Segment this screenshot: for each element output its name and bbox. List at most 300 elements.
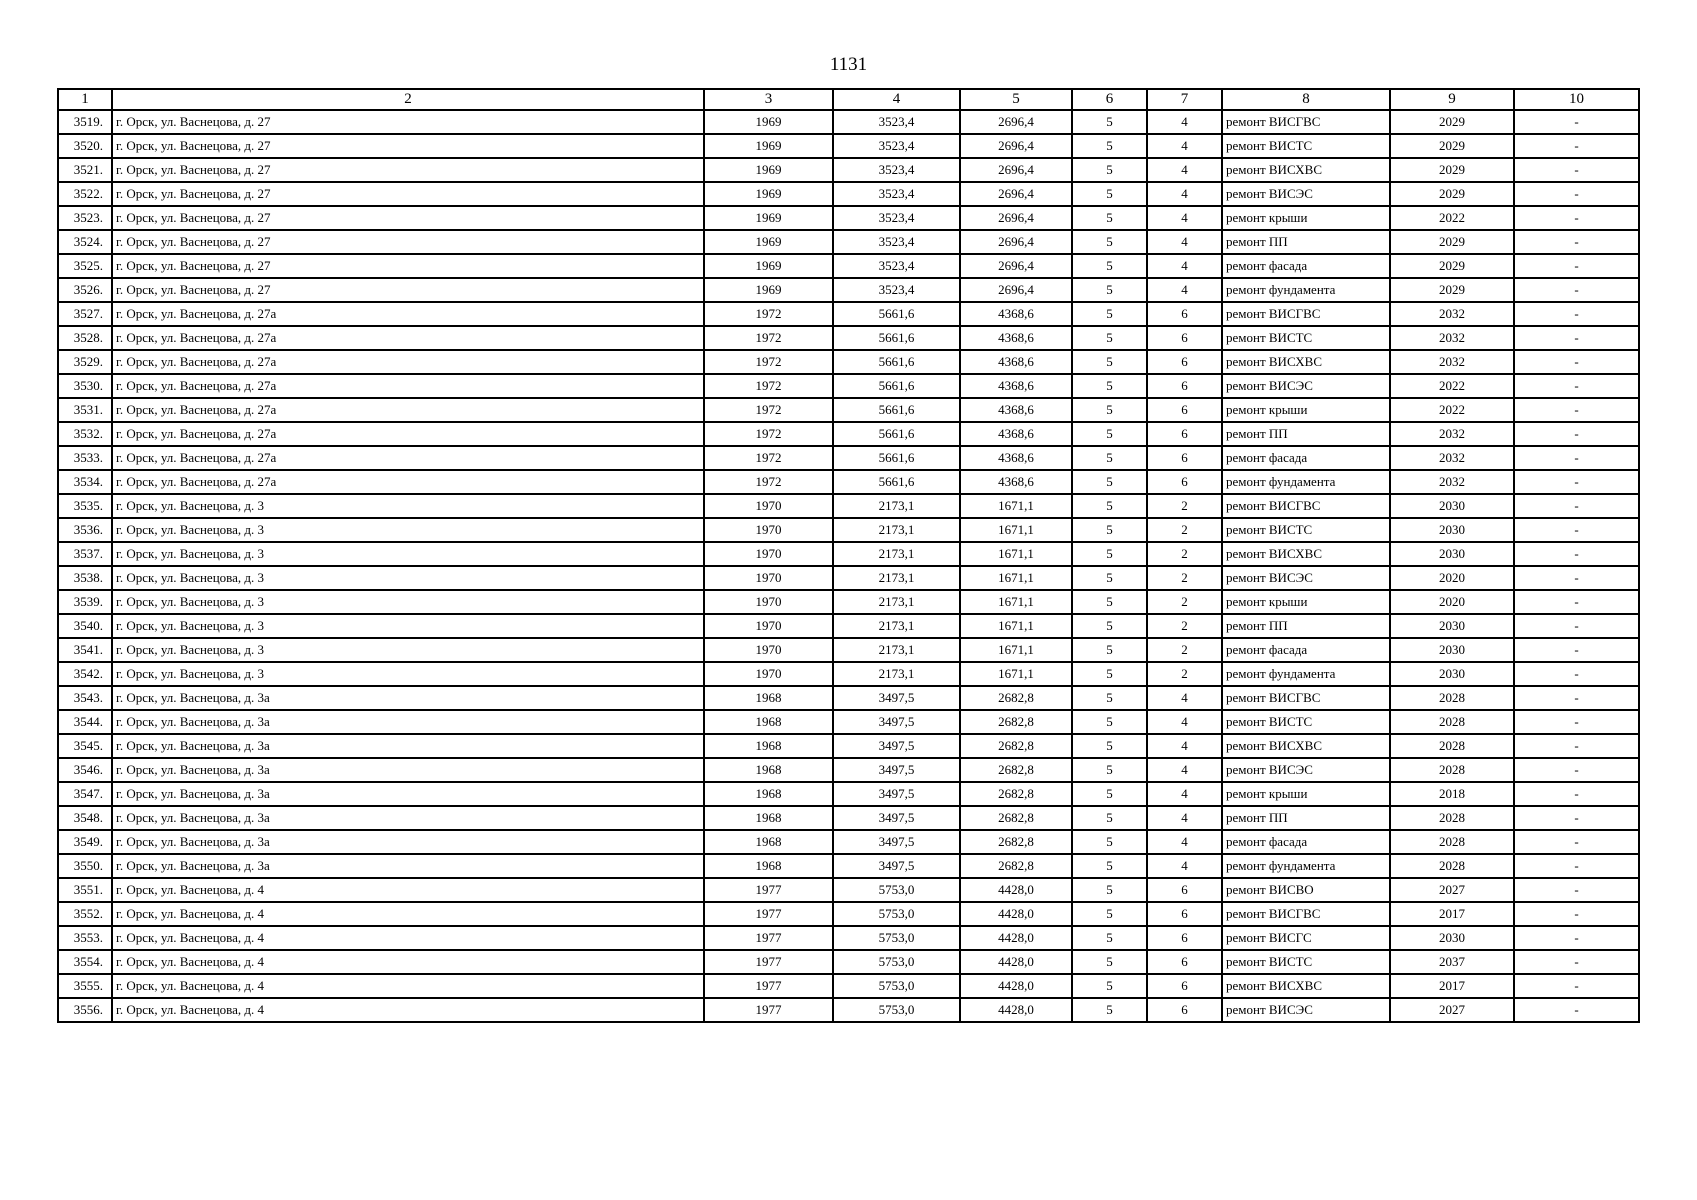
note-cell: - <box>1514 110 1639 134</box>
year-cell: 1977 <box>704 878 833 902</box>
living-area-cell: 2682,8 <box>960 830 1072 854</box>
entrances-cell: 2 <box>1147 662 1222 686</box>
floors-cell: 5 <box>1072 806 1147 830</box>
column-header-7: 7 <box>1147 89 1222 110</box>
total-area-cell: 3523,4 <box>833 254 960 278</box>
living-area-cell: 4368,6 <box>960 350 1072 374</box>
work-type-cell: ремонт фундамента <box>1222 662 1390 686</box>
total-area-cell: 3523,4 <box>833 182 960 206</box>
row-number: 3553. <box>58 926 112 950</box>
work-type-cell: ремонт ПП <box>1222 422 1390 446</box>
plan-year-cell: 2030 <box>1390 926 1514 950</box>
plan-year-cell: 2020 <box>1390 566 1514 590</box>
floors-cell: 5 <box>1072 398 1147 422</box>
year-cell: 1972 <box>704 446 833 470</box>
address-cell: г. Орск, ул. Васнецова, д. 3 <box>112 518 704 542</box>
living-area-cell: 4428,0 <box>960 974 1072 998</box>
table-header <box>58 89 1639 110</box>
work-type-cell: ремонт ВИСГВС <box>1222 902 1390 926</box>
note-cell: - <box>1514 542 1639 566</box>
row-number: 3519. <box>58 110 112 134</box>
work-type-cell: ремонт ВИСТС <box>1222 326 1390 350</box>
work-type-cell: ремонт фасада <box>1222 830 1390 854</box>
table-body <box>58 110 1639 1022</box>
note-cell: - <box>1514 158 1639 182</box>
work-type-cell: ремонт ВИСЭС <box>1222 758 1390 782</box>
floors-cell: 5 <box>1072 926 1147 950</box>
row-number: 3536. <box>58 518 112 542</box>
plan-year-cell: 2028 <box>1390 710 1514 734</box>
year-cell: 1968 <box>704 686 833 710</box>
address-cell: г. Орск, ул. Васнецова, д. 27а <box>112 470 704 494</box>
work-type-cell: ремонт ВИСГВС <box>1222 494 1390 518</box>
entrances-cell: 2 <box>1147 590 1222 614</box>
work-type-cell: ремонт крыши <box>1222 782 1390 806</box>
work-type-cell: ремонт ВИСХВС <box>1222 974 1390 998</box>
year-cell: 1970 <box>704 662 833 686</box>
row-number: 3537. <box>58 542 112 566</box>
total-area-cell: 2173,1 <box>833 662 960 686</box>
total-area-cell: 5661,6 <box>833 398 960 422</box>
year-cell: 1977 <box>704 926 833 950</box>
year-cell: 1972 <box>704 398 833 422</box>
floors-cell: 5 <box>1072 854 1147 878</box>
year-cell: 1977 <box>704 950 833 974</box>
entrances-cell: 4 <box>1147 758 1222 782</box>
plan-year-cell: 2030 <box>1390 518 1514 542</box>
note-cell: - <box>1514 854 1639 878</box>
note-cell: - <box>1514 374 1639 398</box>
year-cell: 1972 <box>704 302 833 326</box>
plan-year-cell: 2032 <box>1390 446 1514 470</box>
note-cell: - <box>1514 518 1639 542</box>
entrances-cell: 6 <box>1147 302 1222 326</box>
plan-year-cell: 2028 <box>1390 806 1514 830</box>
table-row <box>58 158 1639 182</box>
address-cell: г. Орск, ул. Васнецова, д. 3а <box>112 758 704 782</box>
floors-cell: 5 <box>1072 134 1147 158</box>
living-area-cell: 1671,1 <box>960 614 1072 638</box>
row-number: 3541. <box>58 638 112 662</box>
year-cell: 1968 <box>704 734 833 758</box>
floors-cell: 5 <box>1072 974 1147 998</box>
floors-cell: 5 <box>1072 734 1147 758</box>
plan-year-cell: 2028 <box>1390 686 1514 710</box>
floors-cell: 5 <box>1072 590 1147 614</box>
row-number: 3525. <box>58 254 112 278</box>
total-area-cell: 3523,4 <box>833 110 960 134</box>
table-row <box>58 542 1639 566</box>
note-cell: - <box>1514 878 1639 902</box>
work-type-cell: ремонт крыши <box>1222 206 1390 230</box>
row-number: 3551. <box>58 878 112 902</box>
living-area-cell: 2682,8 <box>960 734 1072 758</box>
floors-cell: 5 <box>1072 206 1147 230</box>
total-area-cell: 3497,5 <box>833 806 960 830</box>
address-cell: г. Орск, ул. Васнецова, д. 3 <box>112 590 704 614</box>
year-cell: 1969 <box>704 230 833 254</box>
row-number: 3526. <box>58 278 112 302</box>
table-row <box>58 566 1639 590</box>
address-cell: г. Орск, ул. Васнецова, д. 3а <box>112 806 704 830</box>
note-cell: - <box>1514 254 1639 278</box>
work-type-cell: ремонт крыши <box>1222 398 1390 422</box>
row-number: 3521. <box>58 158 112 182</box>
table-row <box>58 302 1639 326</box>
table-row <box>58 638 1639 662</box>
year-cell: 1969 <box>704 254 833 278</box>
floors-cell: 5 <box>1072 518 1147 542</box>
year-cell: 1968 <box>704 806 833 830</box>
plan-year-cell: 2032 <box>1390 350 1514 374</box>
column-header-6: 6 <box>1072 89 1147 110</box>
row-number: 3524. <box>58 230 112 254</box>
entrances-cell: 6 <box>1147 974 1222 998</box>
total-area-cell: 5753,0 <box>833 974 960 998</box>
table-row <box>58 206 1639 230</box>
plan-year-cell: 2030 <box>1390 542 1514 566</box>
address-cell: г. Орск, ул. Васнецова, д. 3а <box>112 854 704 878</box>
table-row <box>58 878 1639 902</box>
entrances-cell: 6 <box>1147 422 1222 446</box>
year-cell: 1969 <box>704 182 833 206</box>
work-type-cell: ремонт фундамента <box>1222 470 1390 494</box>
floors-cell: 5 <box>1072 542 1147 566</box>
living-area-cell: 1671,1 <box>960 494 1072 518</box>
row-number: 3533. <box>58 446 112 470</box>
address-cell: г. Орск, ул. Васнецова, д. 3 <box>112 662 704 686</box>
year-cell: 1968 <box>704 710 833 734</box>
note-cell: - <box>1514 182 1639 206</box>
plan-year-cell: 2022 <box>1390 398 1514 422</box>
year-cell: 1970 <box>704 590 833 614</box>
note-cell: - <box>1514 662 1639 686</box>
total-area-cell: 2173,1 <box>833 590 960 614</box>
year-cell: 1977 <box>704 974 833 998</box>
floors-cell: 5 <box>1072 902 1147 926</box>
living-area-cell: 4368,6 <box>960 302 1072 326</box>
plan-year-cell: 2027 <box>1390 878 1514 902</box>
floors-cell: 5 <box>1072 302 1147 326</box>
total-area-cell: 3497,5 <box>833 782 960 806</box>
address-cell: г. Орск, ул. Васнецова, д. 27а <box>112 446 704 470</box>
note-cell: - <box>1514 350 1639 374</box>
total-area-cell: 3523,4 <box>833 206 960 230</box>
living-area-cell: 2696,4 <box>960 278 1072 302</box>
total-area-cell: 5753,0 <box>833 950 960 974</box>
plan-year-cell: 2020 <box>1390 590 1514 614</box>
column-header-10: 10 <box>1514 89 1639 110</box>
living-area-cell: 4368,6 <box>960 470 1072 494</box>
table-row <box>58 974 1639 998</box>
living-area-cell: 4368,6 <box>960 398 1072 422</box>
living-area-cell: 2696,4 <box>960 230 1072 254</box>
table-row <box>58 350 1639 374</box>
work-type-cell: ремонт ВИСГВС <box>1222 686 1390 710</box>
address-cell: г. Орск, ул. Васнецова, д. 4 <box>112 878 704 902</box>
entrances-cell: 6 <box>1147 326 1222 350</box>
year-cell: 1972 <box>704 374 833 398</box>
note-cell: - <box>1514 566 1639 590</box>
living-area-cell: 2682,8 <box>960 758 1072 782</box>
table-row <box>58 422 1639 446</box>
entrances-cell: 6 <box>1147 374 1222 398</box>
note-cell: - <box>1514 782 1639 806</box>
total-area-cell: 5661,6 <box>833 302 960 326</box>
living-area-cell: 1671,1 <box>960 566 1072 590</box>
row-number: 3534. <box>58 470 112 494</box>
work-type-cell: ремонт ВИСТС <box>1222 134 1390 158</box>
address-cell: г. Орск, ул. Васнецова, д. 3 <box>112 614 704 638</box>
table-row <box>58 326 1639 350</box>
total-area-cell: 5753,0 <box>833 998 960 1022</box>
entrances-cell: 2 <box>1147 518 1222 542</box>
table-row <box>58 518 1639 542</box>
entrances-cell: 6 <box>1147 398 1222 422</box>
address-cell: г. Орск, ул. Васнецова, д. 4 <box>112 950 704 974</box>
table-row <box>58 710 1639 734</box>
entrances-cell: 6 <box>1147 926 1222 950</box>
table-row <box>58 662 1639 686</box>
row-number: 3544. <box>58 710 112 734</box>
living-area-cell: 4368,6 <box>960 374 1072 398</box>
row-number: 3556. <box>58 998 112 1022</box>
note-cell: - <box>1514 998 1639 1022</box>
table-row <box>58 134 1639 158</box>
floors-cell: 5 <box>1072 758 1147 782</box>
year-cell: 1972 <box>704 422 833 446</box>
year-cell: 1968 <box>704 830 833 854</box>
note-cell: - <box>1514 590 1639 614</box>
address-cell: г. Орск, ул. Васнецова, д. 3 <box>112 542 704 566</box>
living-area-cell: 1671,1 <box>960 590 1072 614</box>
address-cell: г. Орск, ул. Васнецова, д. 3 <box>112 566 704 590</box>
address-cell: г. Орск, ул. Васнецова, д. 3а <box>112 710 704 734</box>
address-cell: г. Орск, ул. Васнецова, д. 3а <box>112 782 704 806</box>
total-area-cell: 3523,4 <box>833 134 960 158</box>
work-type-cell: ремонт фасада <box>1222 638 1390 662</box>
table-row <box>58 854 1639 878</box>
note-cell: - <box>1514 686 1639 710</box>
year-cell: 1969 <box>704 158 833 182</box>
address-cell: г. Орск, ул. Васнецова, д. 4 <box>112 974 704 998</box>
plan-year-cell: 2032 <box>1390 470 1514 494</box>
total-area-cell: 2173,1 <box>833 518 960 542</box>
total-area-cell: 2173,1 <box>833 638 960 662</box>
address-cell: г. Орск, ул. Васнецова, д. 4 <box>112 926 704 950</box>
entrances-cell: 4 <box>1147 782 1222 806</box>
work-type-cell: ремонт крыши <box>1222 590 1390 614</box>
floors-cell: 5 <box>1072 110 1147 134</box>
plan-year-cell: 2029 <box>1390 134 1514 158</box>
total-area-cell: 5661,6 <box>833 422 960 446</box>
entrances-cell: 2 <box>1147 566 1222 590</box>
total-area-cell: 3497,5 <box>833 830 960 854</box>
note-cell: - <box>1514 734 1639 758</box>
year-cell: 1970 <box>704 638 833 662</box>
floors-cell: 5 <box>1072 686 1147 710</box>
work-type-cell: ремонт ПП <box>1222 230 1390 254</box>
entrances-cell: 4 <box>1147 830 1222 854</box>
entrances-cell: 4 <box>1147 230 1222 254</box>
entrances-cell: 4 <box>1147 134 1222 158</box>
floors-cell: 5 <box>1072 374 1147 398</box>
note-cell: - <box>1514 830 1639 854</box>
year-cell: 1968 <box>704 782 833 806</box>
work-type-cell: ремонт ВИСХВС <box>1222 158 1390 182</box>
row-number: 3555. <box>58 974 112 998</box>
total-area-cell: 5753,0 <box>833 926 960 950</box>
floors-cell: 5 <box>1072 950 1147 974</box>
living-area-cell: 4428,0 <box>960 950 1072 974</box>
entrances-cell: 2 <box>1147 494 1222 518</box>
note-cell: - <box>1514 470 1639 494</box>
address-cell: г. Орск, ул. Васнецова, д. 27 <box>112 110 704 134</box>
entrances-cell: 6 <box>1147 446 1222 470</box>
note-cell: - <box>1514 710 1639 734</box>
table-row <box>58 758 1639 782</box>
living-area-cell: 2696,4 <box>960 158 1072 182</box>
total-area-cell: 2173,1 <box>833 494 960 518</box>
total-area-cell: 3523,4 <box>833 230 960 254</box>
floors-cell: 5 <box>1072 638 1147 662</box>
year-cell: 1969 <box>704 206 833 230</box>
total-area-cell: 5753,0 <box>833 878 960 902</box>
address-cell: г. Орск, ул. Васнецова, д. 27а <box>112 422 704 446</box>
table-row <box>58 782 1639 806</box>
living-area-cell: 2682,8 <box>960 854 1072 878</box>
row-number: 3523. <box>58 206 112 230</box>
entrances-cell: 6 <box>1147 878 1222 902</box>
row-number: 3520. <box>58 134 112 158</box>
note-cell: - <box>1514 758 1639 782</box>
address-cell: г. Орск, ул. Васнецова, д. 3а <box>112 830 704 854</box>
row-number: 3542. <box>58 662 112 686</box>
year-cell: 1972 <box>704 350 833 374</box>
table-row <box>58 998 1639 1022</box>
table-row <box>58 902 1639 926</box>
entrances-cell: 4 <box>1147 158 1222 182</box>
note-cell: - <box>1514 302 1639 326</box>
column-header-5: 5 <box>960 89 1072 110</box>
work-type-cell: ремонт фасада <box>1222 254 1390 278</box>
work-type-cell: ремонт ВИСТС <box>1222 710 1390 734</box>
living-area-cell: 4428,0 <box>960 998 1072 1022</box>
floors-cell: 5 <box>1072 422 1147 446</box>
year-cell: 1969 <box>704 134 833 158</box>
address-cell: г. Орск, ул. Васнецова, д. 27а <box>112 302 704 326</box>
column-header-4: 4 <box>833 89 960 110</box>
plan-year-cell: 2028 <box>1390 854 1514 878</box>
address-cell: г. Орск, ул. Васнецова, д. 4 <box>112 998 704 1022</box>
year-cell: 1977 <box>704 998 833 1022</box>
row-number: 3539. <box>58 590 112 614</box>
living-area-cell: 2682,8 <box>960 806 1072 830</box>
address-cell: г. Орск, ул. Васнецова, д. 27 <box>112 158 704 182</box>
floors-cell: 5 <box>1072 566 1147 590</box>
address-cell: г. Орск, ул. Васнецова, д. 3а <box>112 734 704 758</box>
floors-cell: 5 <box>1072 494 1147 518</box>
floors-cell: 5 <box>1072 278 1147 302</box>
address-cell: г. Орск, ул. Васнецова, д. 27а <box>112 374 704 398</box>
total-area-cell: 2173,1 <box>833 614 960 638</box>
entrances-cell: 4 <box>1147 182 1222 206</box>
entrances-cell: 4 <box>1147 710 1222 734</box>
row-number: 3530. <box>58 374 112 398</box>
table-row <box>58 926 1639 950</box>
table-row <box>58 110 1639 134</box>
entrances-cell: 4 <box>1147 734 1222 758</box>
total-area-cell: 3523,4 <box>833 278 960 302</box>
table-row <box>58 254 1639 278</box>
floors-cell: 5 <box>1072 878 1147 902</box>
year-cell: 1970 <box>704 494 833 518</box>
row-number: 3528. <box>58 326 112 350</box>
living-area-cell: 4428,0 <box>960 878 1072 902</box>
plan-year-cell: 2029 <box>1390 230 1514 254</box>
table-row <box>58 686 1639 710</box>
living-area-cell: 2696,4 <box>960 134 1072 158</box>
total-area-cell: 5661,6 <box>833 326 960 350</box>
work-type-cell: ремонт ПП <box>1222 806 1390 830</box>
year-cell: 1969 <box>704 278 833 302</box>
column-header-9: 9 <box>1390 89 1514 110</box>
living-area-cell: 1671,1 <box>960 638 1072 662</box>
column-header-3: 3 <box>704 89 833 110</box>
address-cell: г. Орск, ул. Васнецова, д. 3 <box>112 494 704 518</box>
plan-year-cell: 2017 <box>1390 902 1514 926</box>
note-cell: - <box>1514 902 1639 926</box>
year-cell: 1970 <box>704 518 833 542</box>
floors-cell: 5 <box>1072 254 1147 278</box>
entrances-cell: 2 <box>1147 614 1222 638</box>
work-type-cell: ремонт ПП <box>1222 614 1390 638</box>
work-type-cell: ремонт ВИСЭС <box>1222 998 1390 1022</box>
entrances-cell: 4 <box>1147 854 1222 878</box>
table-row <box>58 446 1639 470</box>
plan-year-cell: 2029 <box>1390 110 1514 134</box>
work-type-cell: ремонт ВИСТС <box>1222 950 1390 974</box>
work-type-cell: ремонт ВИСЭС <box>1222 182 1390 206</box>
plan-year-cell: 2018 <box>1390 782 1514 806</box>
living-area-cell: 2682,8 <box>960 710 1072 734</box>
work-type-cell: ремонт ВИСГВС <box>1222 302 1390 326</box>
note-cell: - <box>1514 446 1639 470</box>
living-area-cell: 4368,6 <box>960 446 1072 470</box>
row-number: 3532. <box>58 422 112 446</box>
entrances-cell: 6 <box>1147 350 1222 374</box>
floors-cell: 5 <box>1072 470 1147 494</box>
work-type-cell: ремонт ВИСХВС <box>1222 350 1390 374</box>
row-number: 3550. <box>58 854 112 878</box>
year-cell: 1977 <box>704 902 833 926</box>
work-type-cell: ремонт фундамента <box>1222 278 1390 302</box>
row-number: 3529. <box>58 350 112 374</box>
table-row <box>58 182 1639 206</box>
work-type-cell: ремонт фасада <box>1222 446 1390 470</box>
total-area-cell: 5661,6 <box>833 350 960 374</box>
work-type-cell: ремонт ВИСЭС <box>1222 374 1390 398</box>
total-area-cell: 3497,5 <box>833 758 960 782</box>
plan-year-cell: 2032 <box>1390 302 1514 326</box>
note-cell: - <box>1514 614 1639 638</box>
table-row <box>58 494 1639 518</box>
address-cell: г. Орск, ул. Васнецова, д. 27а <box>112 398 704 422</box>
address-cell: г. Орск, ул. Васнецова, д. 27 <box>112 134 704 158</box>
year-cell: 1970 <box>704 614 833 638</box>
living-area-cell: 1671,1 <box>960 542 1072 566</box>
plan-year-cell: 2017 <box>1390 974 1514 998</box>
